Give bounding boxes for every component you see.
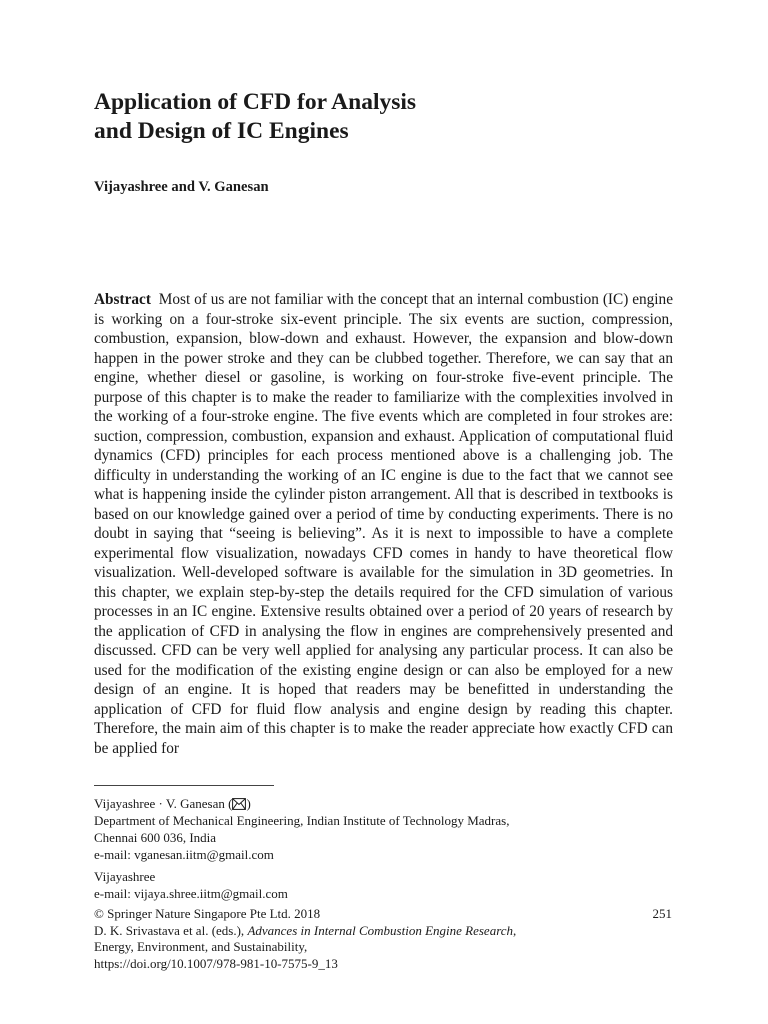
author-affiliation — [94, 795, 674, 902]
envelope-icon — [232, 797, 246, 809]
affiliation-authors-close: ) — [246, 796, 251, 811]
affiliation-department: Department of Mechanical Engineering, Indian Institute of Technology Madras, — [94, 813, 510, 828]
abstract-text: Most of us are not familiar with the concept that an internal combustion (IC) engine is working on a four-stroke six-event principle. The six events are suction, compression, combustion, expansion, blow-down and exhaust. However, the expansion and blow-down happen in the power stroke and they can be clubbed together. Therefore, we can say that an engine, whether diesel or gasoline, is working on four-stroke five-event principle. The purpose of this chapter is to make the reader to familiarize with the complexities involved in the working of a four-stroke engine. The five events which are completed in four strokes are: suction, compression, combustion, expansion and exhaust. Application of computational fluid dynamics (CFD) principles for each process mentioned above is a challenging job. The difficulty in understanding the working of an IC engine is due to the fact that we cannot see what is happening inside the cylinder piston arrangement. All that is described in textbooks is based on our knowledge gained over a period of time by conducting experiments. There is no doubt in saying that “seeing is believing”. As it is next to impossible to have a complete experimental flow visualization, nowadays CFD comes in handy to have theoretical flow visualization. Well-developed software is available for the simulation in 3D geometries. In this chapter, we explain step-by-step the details required for the CFD simulation of various processes in an IC engine. Extensive results obtained over a period of 20 years of research by the application of CFD in analysing the flow in engines are comprehensively presented and discussed. CFD can be very well applied for analysing any particular process. It can also be used for the modification of the existing engine design or can also be employed for a new design of an engine. It is hoped that readers may be benefitted in understanding the application of CFD for fluid flow analysis and engine design by reading this chapter. Therefore, the main aim of this chapter is to make the reader appreciate how exactly CFD can be applied for — [94, 291, 673, 757]
citation-comma: , — [513, 922, 517, 938]
affiliation-name-2: Vijayashree — [94, 869, 156, 884]
abstract-label: Abstract — [94, 291, 151, 308]
affiliation-email-2: e-mail: vijaya.shree.iitm@gmail.com — [94, 886, 288, 901]
paper-title-line-2: and Design of IC Engines — [94, 118, 349, 144]
paper-title — [94, 88, 694, 146]
affiliation-authors: Vijayashree · V. Ganesan ( — [94, 796, 233, 811]
abstract — [94, 290, 673, 758]
copyright-line: © Springer Nature Singapore Pte Ltd. 2018 — [94, 906, 321, 921]
paper-title-line-1: Application of CFD for Analysis — [94, 89, 417, 115]
affiliation-city: Chennai 600 036, India — [94, 830, 217, 845]
affiliation-authors-line — [94, 795, 674, 812]
book-title: Advances in Internal Combustion Engine Research — [247, 922, 514, 938]
doi-link[interactable]: https://doi.org/10.1007/978-981-10-7575-9_13 — [94, 955, 338, 971]
page-number: 251 — [652, 906, 672, 921]
citation-line — [94, 923, 674, 940]
footnote-divider — [94, 785, 274, 786]
paper-authors: Vijayashree and V. Ganesan — [94, 179, 269, 195]
copyright-block — [94, 906, 674, 972]
citation-editors: D. K. Srivastava et al. (eds.), — [94, 922, 248, 938]
book-series: Energy, Environment, and Sustainability, — [94, 939, 308, 954]
affiliation-email-1: e-mail: vganesan.iitm@gmail.com — [94, 847, 274, 862]
